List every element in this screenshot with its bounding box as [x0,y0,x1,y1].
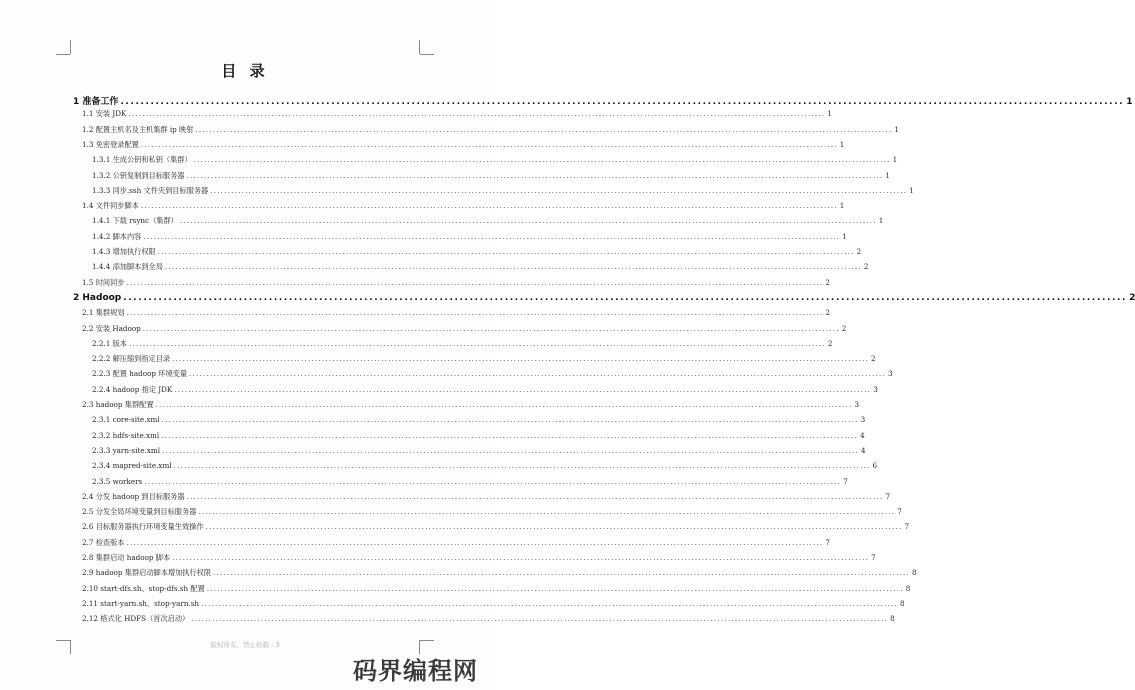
crop-mark-top-left-h [56,54,70,55]
toc-entry-row[interactable] [92,338,833,353]
toc-page-number: 1 [878,216,884,226]
toc-entry-label: 2.3.1 core-site.xml [92,415,160,425]
crop-mark-top-right-h [420,54,434,55]
toc-entry-row[interactable] [82,277,830,292]
toc-entry-label: 1.4.1 下载 rsync（集群） [92,216,178,226]
toc-entry-row[interactable] [82,323,847,338]
toc-page-number: 8 [890,614,895,624]
toc-page-number: 3 [854,400,860,409]
toc-entry-label: 2.8 集群启动 hadoop 脚本 [82,553,171,562]
toc-page-number: 2 [825,308,830,318]
toc-leader-dots: ........................................................................................................................................................................................................ [193,155,891,165]
toc-leader-dots: ........................................................................................................................................................................................................ [201,598,899,608]
toc-entry-label: 1.5 时间同步 [82,277,125,287]
toc-entry-label: 2.2.4 hadoop 指定 JDK [92,384,173,394]
toc-entry-row[interactable] [82,614,895,628]
toc-entry-label: 2.7 检查版本 [82,537,125,547]
toc-leader-dots: ........................................................................................................................................................................................................ [186,491,884,501]
toc-page-number: 7 [885,491,891,501]
toc-entry-row[interactable] [82,583,911,598]
toc-page-number: 4 [860,430,865,440]
toc-entry-label: 2.2 安装 Hadoop [82,323,141,333]
toc-leader-dots: ........................................................................................................................................................................................................ [126,308,824,318]
toc-leader-dots: ........................................................................................................................................................................................................ [186,170,884,180]
toc-entry-label: 2.11 start-yarn.sh、stop-yarn.sh [82,598,200,608]
toc-entry-label: 2.3.5 workers [92,476,143,486]
toc-leader-dots: ........................................................................................................................................................................................................ [161,415,859,425]
toc-leader-dots: ........................................................................................................................................................................................................ [140,201,838,211]
toc-entry-row[interactable] [92,384,878,399]
toc-entry-label: 1.3.3 同步.ssh 文件夹到目标服务器 [92,185,209,195]
toc-leader-dots: ........................................................................................................................................................................................................ [189,369,886,379]
toc-leader-dots: ........................................................................................................................................................................................................ [213,568,910,578]
toc-entry-label: 1.3 免密登录配置 [82,139,139,149]
toc-leader-dots: ........................................................................................................................................................................................................ [191,614,889,624]
toc-entry-row[interactable] [92,185,914,200]
toc-page-number: 2 [856,247,862,256]
toc-page-number: 2 [863,262,869,272]
toc-leader-dots: ........................................................................................................................................................................................................ [198,507,896,517]
page-footer: 版权所有，禁止转载 - 3 [210,641,280,649]
toc-entry-label: 1.4 文件同步脚本 [82,201,139,211]
toc-entry-label: 2.5 分发全局环境变量到目标服务器 [82,507,197,517]
toc-page-number: 7 [825,537,830,547]
toc-leader-dots: ........................................................................................................................................................................................................ [120,97,1125,107]
toc-leader-dots: ........................................................................................................................................................................................................ [173,461,871,471]
toc-page-number: 7 [871,553,876,562]
toc-leader-dots: ........................................................................................................................................................................................................ [123,292,1128,303]
toc-leader-dots: ........................................................................................................................................................................................................ [155,400,853,409]
toc-leader-dots: ........................................................................................................................................................................................................ [205,522,903,532]
toc-page-number: 8 [900,598,905,608]
toc-entry-label: 2.3 hadoop 集群配置 [82,400,154,409]
toc-page-number: 3 [873,384,878,394]
toc-chapter-row[interactable] [73,94,1133,108]
toc-entry-row[interactable] [92,354,876,368]
toc-page-number: 7 [904,522,910,532]
toc-entry-row[interactable] [82,400,860,414]
toc-page-number: 2 [1129,292,1135,303]
toc-leader-dots: ........................................................................................................................................................................................................ [164,262,862,272]
toc-chapter-row[interactable] [73,292,1135,307]
toc-entry-label: 2.12 格式化 HDFS（首次启动） [82,614,190,624]
toc-page-number: 3 [888,369,893,379]
toc-entry-label: 2 Hadoop [73,292,122,303]
toc-page-number: 1 [839,139,845,149]
toc-entry-row[interactable] [92,216,884,230]
toc-entry-label: 2.6 目标服务器执行环境变量生效操作 [82,522,204,532]
toc-entry-row[interactable] [82,109,832,123]
toc-page-number: 8 [911,568,917,578]
toc-entry-label: 2.4 分发 hadoop 到目标服务器 [82,491,185,501]
toc-entry-row[interactable] [92,262,869,276]
toc-entry-label: 1.4.2 脚本内容 [92,231,142,241]
toc-page-number: 1 [842,231,847,241]
toc-entry-row[interactable] [92,430,865,445]
toc-page-number: 7 [843,476,848,486]
toc-leader-dots: ........................................................................................................................................................................................................ [195,124,893,134]
toc-entry-label: 2.2.2 解压缩到指定目录 [92,354,171,364]
toc-page-number: 2 [827,338,833,348]
toc-entry-row[interactable] [92,461,878,475]
toc-entry-row[interactable] [92,170,890,185]
toc-entry-label: 2.3.4 mapred-site.xml [92,461,172,471]
toc-entry-label: 2.10 start-dfs.sh、stop-dfs.sh 配置 [82,583,205,593]
toc-entry-row[interactable] [82,308,830,322]
toc-leader-dots: ........................................................................................................................................................................................................ [128,338,826,348]
toc-entry-label: 2.2.1 版本 [92,338,127,348]
toc-page-number: 1 [839,201,845,211]
toc-entry-row[interactable] [92,445,866,460]
toc-leader-dots: ........................................................................................................................................................................................................ [210,185,908,195]
toc-entry-row[interactable] [82,491,891,506]
toc-entry-label: 1.3.2 公钥复制到目标服务器 [92,170,185,180]
toc-page-number: 1 [885,170,890,180]
toc-entry-row[interactable] [82,507,902,521]
toc-entry-label: 2.2.3 配置 hadoop 环境变量 [92,369,188,379]
toc-page-number: 8 [905,583,911,593]
toc-entry-row[interactable] [92,231,847,246]
toc-page-number: 1 [894,124,899,134]
toc-page-number: 4 [860,445,866,455]
toc-title: 目 录 [221,62,269,80]
toc-page-number: 1 [1126,97,1133,107]
toc-leader-dots: ........................................................................................................................................................................................................ [179,216,877,226]
toc-entry-row[interactable] [92,415,866,429]
toc-leader-dots: ........................................................................................................................................................................................................ [126,537,824,547]
toc-entry-row[interactable] [82,598,905,613]
toc-entry-row[interactable] [92,369,893,383]
toc-entry-label: 1.2 配置主机名及主机集群 ip 映射 [82,124,194,134]
toc-entry-label: 2.1 集群规划 [82,308,125,318]
toc-page-number: 2 [841,323,847,333]
toc-page-number: 1 [892,155,898,165]
toc-entry-row[interactable] [82,537,830,552]
toc-page-number: 2 [825,277,830,287]
toc-page-number: 6 [872,461,878,471]
toc-entry-row[interactable] [92,247,862,261]
toc-entry-label: 1.1 安装 JDK [82,109,127,119]
crop-mark-top-left [70,40,71,54]
toc-leader-dots: ........................................................................................................................................................................................................ [172,354,870,364]
toc-entry-label: 2.3.2 hdfs-site.xml [92,430,160,440]
toc-page-number: 2 [871,354,876,364]
toc-leader-dots: ........................................................................................................................................................................................................ [126,277,824,287]
toc-leader-dots: ........................................................................................................................................................................................................ [174,384,872,394]
toc-entry-label: 1.3.1 生成公钥和私钥（集群） [92,155,192,165]
toc-entry-row[interactable] [82,139,845,154]
toc-leader-dots: ........................................................................................................................................................................................................ [157,247,855,256]
toc-entry-label: 1.4.3 增加执行权限 [92,247,156,256]
toc-page-number: 1 [827,109,832,119]
toc-entry-label: 2.3.3 yarn-site.xml [92,445,160,455]
site-watermark: 码界编程网 [353,657,478,685]
toc-leader-dots: ........................................................................................................................................................................................................ [142,323,840,333]
toc-entry-label: 2.9 hadoop 集群启动脚本增加执行权限 [82,568,212,578]
toc-page-number: 7 [897,507,902,517]
toc-page-number: 3 [860,415,866,425]
toc-leader-dots: ........................................................................................................................................................................................................ [144,476,842,486]
toc-entry-row[interactable] [82,522,910,536]
toc-leader-dots: ........................................................................................................................................................................................................ [206,583,904,593]
toc-entry-row[interactable] [82,553,876,567]
toc-leader-dots: ........................................................................................................................................................................................................ [172,553,870,562]
toc-entry-row[interactable] [82,124,899,139]
toc-leader-dots: ........................................................................................................................................................................................................ [162,445,859,455]
toc-entry-label: 1.4.4 添加脚本到全局 [92,262,163,272]
toc-leader-dots: ........................................................................................................................................................................................................ [161,430,859,440]
toc-leader-dots: ........................................................................................................................................................................................................ [143,231,841,241]
toc-entry-row[interactable] [92,476,848,491]
toc-entry-row[interactable] [82,201,845,215]
crop-mark-top-right [419,40,420,54]
toc-leader-dots: ........................................................................................................................................................................................................ [128,109,826,119]
toc-entry-label: 1 准备工作 [73,97,119,107]
toc-entry-row[interactable] [82,568,917,582]
toc-leader-dots: ........................................................................................................................................................................................................ [140,139,838,149]
toc-entry-row[interactable] [92,155,898,169]
toc-page-number: 1 [909,185,914,195]
